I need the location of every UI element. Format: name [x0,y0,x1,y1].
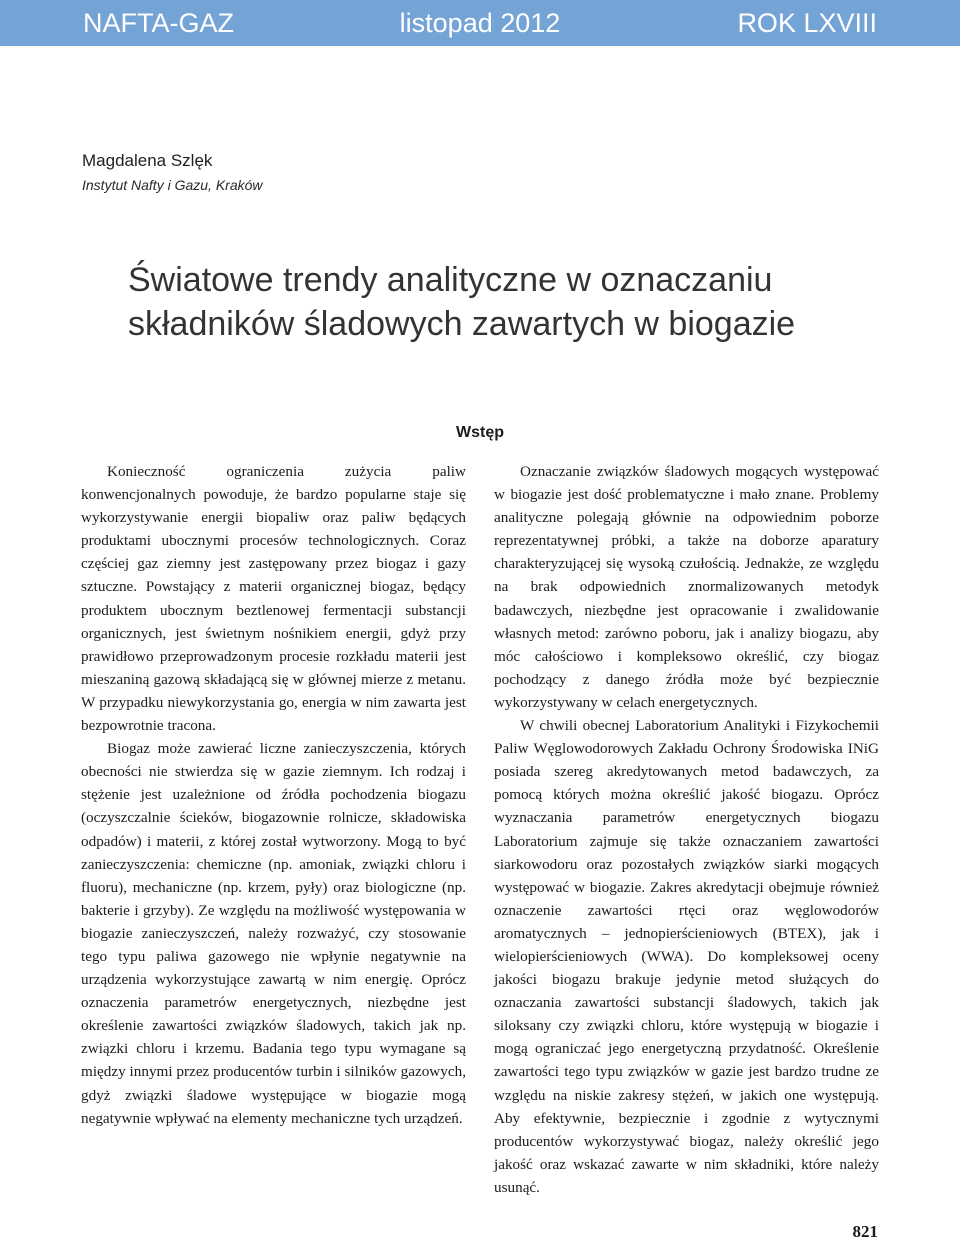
page-number: 821 [852,1222,878,1241]
paragraph: Konieczność ograniczenia zużycia paliw konwencjonalnych powoduje, że bardzo popularne staje się wykorzystywanie energii biopaliw oraz paliw będących produktami ubocznymi procesów technologicznych. Coraz częściej gaz ziemny jest zastępowany przez biogaz i gazy sztuczne. Powstający z materii organicznej biogaz, będący produktem ubocznym beztlenowej fermentacji substancji organicznych, jest świetnym nośnikiem energii, gdyż przy prawidłowo przeprowadzonym procesie rozkładu materii jest mieszaniną gazową składającą się w głównej mierze z metanu. W przypadku niewykorzystania go, energia w nim zawarta jest bezpowrotnie tracona. [81,463,466,735]
journal-header-bar [0,0,960,46]
paragraph: W chwili obecnej Laboratorium Analityki i Fizykochemii Paliw Węglowodorowych Zakładu Ochrony Środowiska INiG posiada szereg akredytowanych metod badawczych, za pomocą których można określić jakość biogazu. Oprócz wyznaczania parametrów energetycznych biogazu Laboratorium zajmuje się także oznaczaniem zawartości siarkowodoru oraz pozostałych związków siarki mogących występować w biogazie. Zakres akredytacji obejmuje również oznaczenie zawartości rtęci oraz węglowodorów aromatycznych – jednopierścieniowych (BTEX), jak i wielopierścieniowych (WWA). Do kompleksowej oceny jakości biogazu brakuje jedynie metod służących do oznaczania zawartości substancji śladowych, takich jak siloksany czy związki chloru, które występują w biogazie i mogą ograniczać jego energetyczną przydatność. Określenie zawartości tego typu związków w gazie jest bardzo trudne ze względu na niskie zakresy stężeń, w jakich one występują. Aby efektywnie, bezpiecznie i zgodnie z wytycznymi producentów wykorzystywać biogaz, należy określić jego jakość oraz wskazać zawarte w nim składniki, które należy usunąć. [494,717,879,1196]
article-title [128,258,908,346]
author-name: Magdalena Szlęk [82,151,213,170]
volume-number: ROK LXVIII [737,8,877,38]
paragraph: Oznaczanie związków śladowych mogących występować w biogazie jest dość problematyczne i mało znane. Problemy analityczne polegają głównie na odpowiednim poborze reprezentatywnej próbki, a także na doborze aparatury charakteryzującej się wysoką czułością. Jednakże, ze względu na brak odpowiednich znormalizowanych metodyk badawczych, niezbędne jest opracowanie i zwalidowanie własnych metod: zarówno poboru, jak i analizy biogazu, aby móc całościowo i kompleksowo określić, czy biogaz pochodzący z danego źródła może być bezpiecznie wykorzystywany w celach energetycznych. [494,463,879,711]
issue-date: listopad 2012 [399,8,561,38]
title-line-1: Światowe trendy analityczne w oznaczaniu [128,261,773,299]
section-heading: Wstęp [456,424,504,441]
author-affiliation: Instytut Nafty i Gazu, Kraków [82,177,263,193]
left-text-column [81,460,466,1130]
journal-name: NAFTA-GAZ [83,8,234,38]
title-line-2: składników śladowych zawartych w biogazie [128,305,796,343]
right-text-column [494,460,879,1199]
paragraph: Biogaz może zawierać liczne zanieczyszczenia, których obecności nie stwierdza się w gazie ziemnym. Ich rodzaj i stężenie jest uzależnione od źródła pochodzenia biogazu (oczyszczalnie ścieków, biogazownie rolnicze, składowiska odpadów) i materii, z której został wytworzony. Mogą to być zanieczyszczenia: chemiczne (np. amoniak, związki chloru i fluoru), mechaniczne (np. krzem, pyły) oraz biologiczne (np. bakterie i grzyby). Ze względu na możliwość występowania w biogazie zanieczyszczeń, należy rozważyć, czy stosowanie tego typu paliwa gazowego nie wpłynie negatywnie na urządzenia wykorzystujące zawartą w nim energię. Oprócz oznaczenia parametrów energetycznych, niezbędne jest określenie zawartości związków śladowych, takich jak np. związki chloru i krzemu. Badania tego typu wymagane są między innymi przez producentów turbin i silników gazowych, gdyż związki śladowe występujące w biogazie mogą negatywnie wpływać na elementy mechaniczne tych urządzeń. [81,740,466,1127]
